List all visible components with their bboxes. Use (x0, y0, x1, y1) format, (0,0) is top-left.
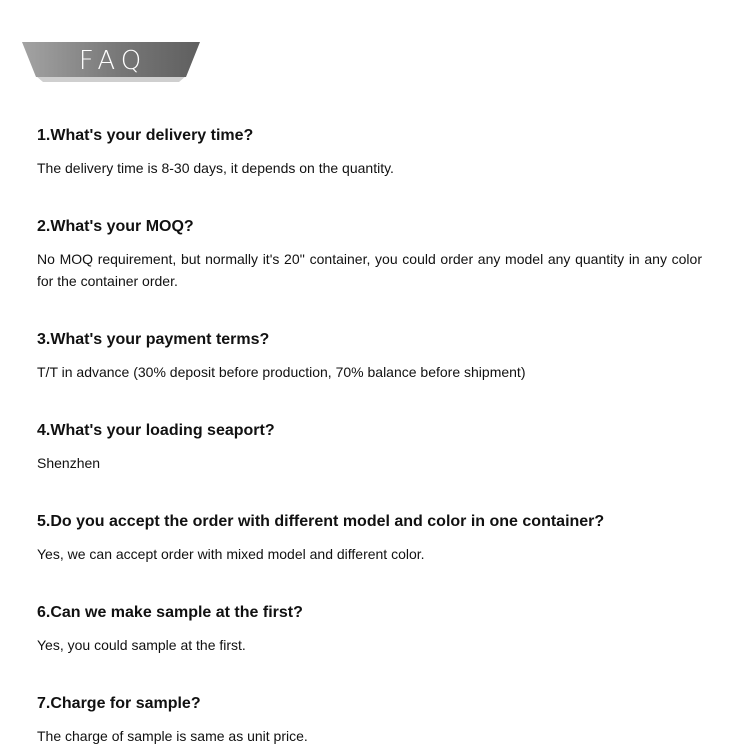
faq-list (37, 126, 702, 747)
faq-item (37, 330, 702, 383)
faq-question: 1.What's your delivery time? (37, 127, 254, 144)
faq-item (37, 217, 702, 292)
faq-item (37, 603, 702, 656)
faq-answer: T/T in advance (30% deposit before production, 70% balance before shipment) (37, 364, 526, 380)
faq-item (37, 421, 702, 474)
faq-question: 7.Charge for sample? (37, 695, 201, 712)
faq-item (37, 694, 702, 747)
faq-item (37, 126, 702, 179)
faq-answer: The charge of sample is same as unit price. (37, 728, 308, 744)
faq-answer: Yes, we can accept order with mixed model and different color. (37, 546, 425, 562)
faq-banner (22, 42, 200, 82)
faq-answer: Yes, you could sample at the first. (37, 637, 246, 653)
faq-answer: Shenzhen (37, 455, 101, 471)
faq-question: 4.What's your loading seaport? (37, 422, 275, 439)
faq-answer: The delivery time is 8-30 days, it depends on the quantity. (37, 160, 394, 176)
faq-question: 6.Can we make sample at the first? (37, 604, 303, 621)
faq-question: 3.What's your payment terms? (37, 331, 270, 348)
faq-answer: No MOQ requirement, but normally it's 20'' container, you could order any model any quantity in any color for the container order. (37, 251, 702, 289)
faq-question: 2.What's your MOQ? (37, 218, 194, 235)
page-title: FAQ (78, 46, 148, 76)
faq-item (37, 512, 702, 565)
faq-question: 5.Do you accept the order with different model and color in one container? (37, 513, 605, 530)
